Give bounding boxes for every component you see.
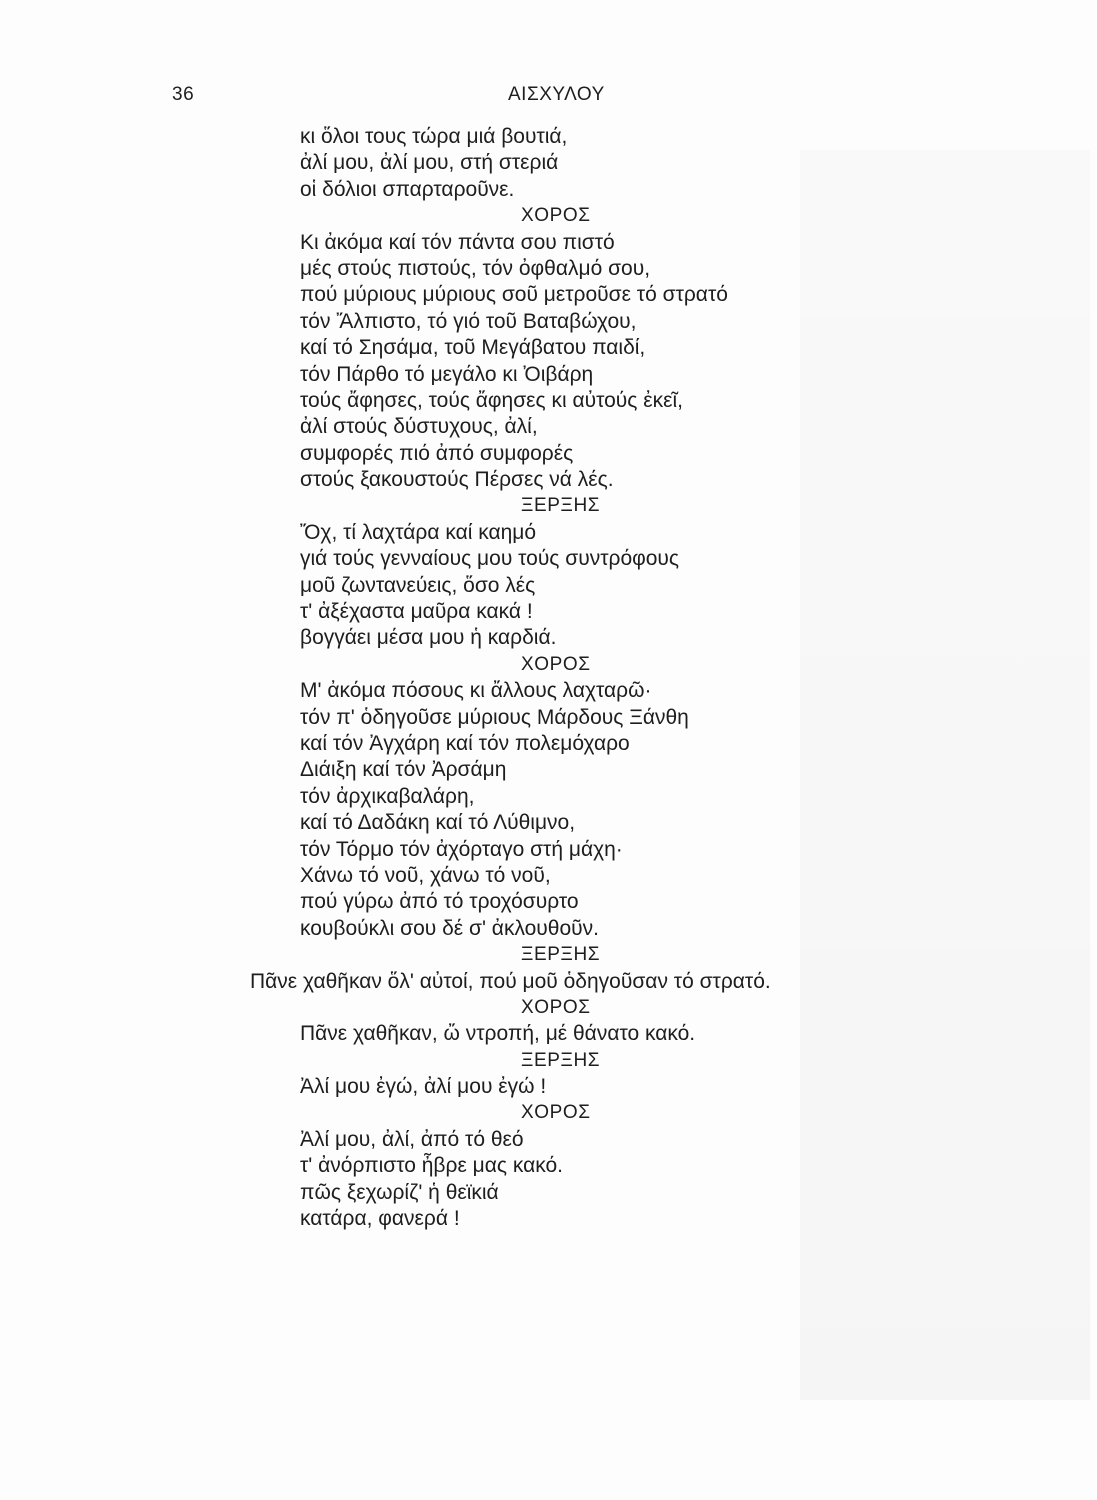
verse-line: βογγάει μέσα μου ἡ καρδιά.	[300, 626, 557, 650]
verse-line: Ἀλί μου ἐγώ, ἀλί μου ἐγώ !	[300, 1075, 547, 1099]
speaker-heading: ΞΕΡΞΗΣ	[521, 1049, 601, 1071]
verse-line: γιά τούς γενναίους μου τούς συντρόφους	[300, 547, 680, 571]
verse-line: τούς ἄφησες, τούς ἄφησες κι αὐτούς ἐκεῖ,	[300, 388, 683, 412]
verse-line: οἱ δόλιοι σπαρταροῦνε.	[300, 177, 515, 201]
verse-line: κι ὅλοι τους τώρα μιά βουτιά,	[300, 125, 568, 148]
verse-line: στούς ξακουστούς Πέρσες νά λές.	[300, 468, 614, 492]
verse-line: πού γύρω ἀπό τό τροχόσυρτο	[300, 890, 579, 914]
verse-line: καί τόν Ἀγχάρη καί τόν πολεμόχαρο	[300, 731, 630, 755]
verse-line: Ὄχ, τί λαχτάρα καί καημό	[300, 520, 537, 544]
verse-line: Διάιξη καί τόν Ἀρσάμη	[300, 758, 507, 782]
verse-line: τόν Τόρμο τόν ἀχόρταγο στή μάχη·	[300, 837, 623, 861]
speaker-heading: ΞΕΡΞΗΣ	[521, 495, 601, 517]
verse-line: τόν π' ὁδηγοῦσε μύριους Μάρδους Ξάνθη	[300, 705, 689, 729]
verse-line: τ' ἀξέχαστα μαῦρα κακά !	[300, 600, 533, 624]
speaker-heading: ΞΕΡΞΗΣ	[521, 944, 601, 966]
verse-line: τόν Ἄλπιστο, τό γιό τοῦ Βαταβώχου,	[300, 309, 637, 333]
verse-line: Κι ἀκόμα καί τόν πάντα σου πιστό	[300, 230, 615, 254]
verse-line: μές στούς πιστούς, τόν ὀφθαλμό σου,	[300, 256, 651, 280]
verse-line: Ἀλί μου, ἀλί, ἀπό τό θεό	[300, 1127, 524, 1151]
running-title: ΑΙΣΧΥΛΟΥ	[508, 84, 605, 105]
verse-line: Πᾶνε χαθῆκαν, ὤ ντροπή, μέ θάνατο κακό.	[300, 1022, 696, 1046]
speaker-heading: ΧΟΡΟΣ	[521, 205, 591, 227]
verse-line: ἀλί στούς δύστυχους, ἀλί,	[300, 415, 538, 439]
speaker-heading: ΧΟΡΟΣ	[521, 996, 591, 1018]
verse-line: πῶς ξεχωρίζ' ἡ θεϊκιά	[300, 1180, 499, 1204]
verse-line: τόν ἀρχικαβαλάρη,	[300, 784, 475, 808]
speaker-heading: ΧΟΡΟΣ	[521, 1102, 591, 1124]
verse-line: τόν Πάρθο τό μεγάλο κι Ὀιβάρη	[300, 362, 594, 386]
verse-line: κουβούκλι σου δέ σ' ἀκλουθοῦν.	[300, 916, 599, 940]
verse-text	[0, 124, 1097, 1232]
page-number: 36	[172, 84, 195, 105]
verse-line: καί τό Σησάμα, τοῦ Μεγάβατου παιδί,	[300, 336, 646, 360]
verse-line: Πᾶνε χαθῆκαν ὅλ' αὐτοί, πού μοῦ ὁδηγοῦσαν τό στρατό.	[250, 969, 771, 993]
verse-line: πού μύριους μύριους σοῦ μετροῦσε τό στρατό	[300, 283, 728, 307]
verse-line: ἀλί μου, ἀλί μου, στή στεριά	[300, 151, 559, 175]
verse-line: καί τό Δαδάκη καί τό Λύθιμνο,	[300, 811, 576, 835]
speaker-heading: ΧΟΡΟΣ	[521, 653, 591, 675]
verse-line: μοῦ ζωντανεύεις, ὅσο λές	[300, 573, 536, 597]
page-header	[0, 84, 1097, 114]
verse-line: Μ' ἀκόμα πόσους κι ἄλλους λαχταρῶ·	[300, 679, 652, 703]
verse-line: τ' ἀνόρπιστο ἦβρε μας κακό.	[300, 1154, 563, 1178]
verse-line: Χάνω τό νοῦ, χάνω τό νοῦ,	[300, 863, 551, 887]
verse-line: συμφορές πιό ἀπό συμφορές	[300, 441, 574, 465]
verse-line: κατάρα, φανερά !	[300, 1207, 460, 1231]
